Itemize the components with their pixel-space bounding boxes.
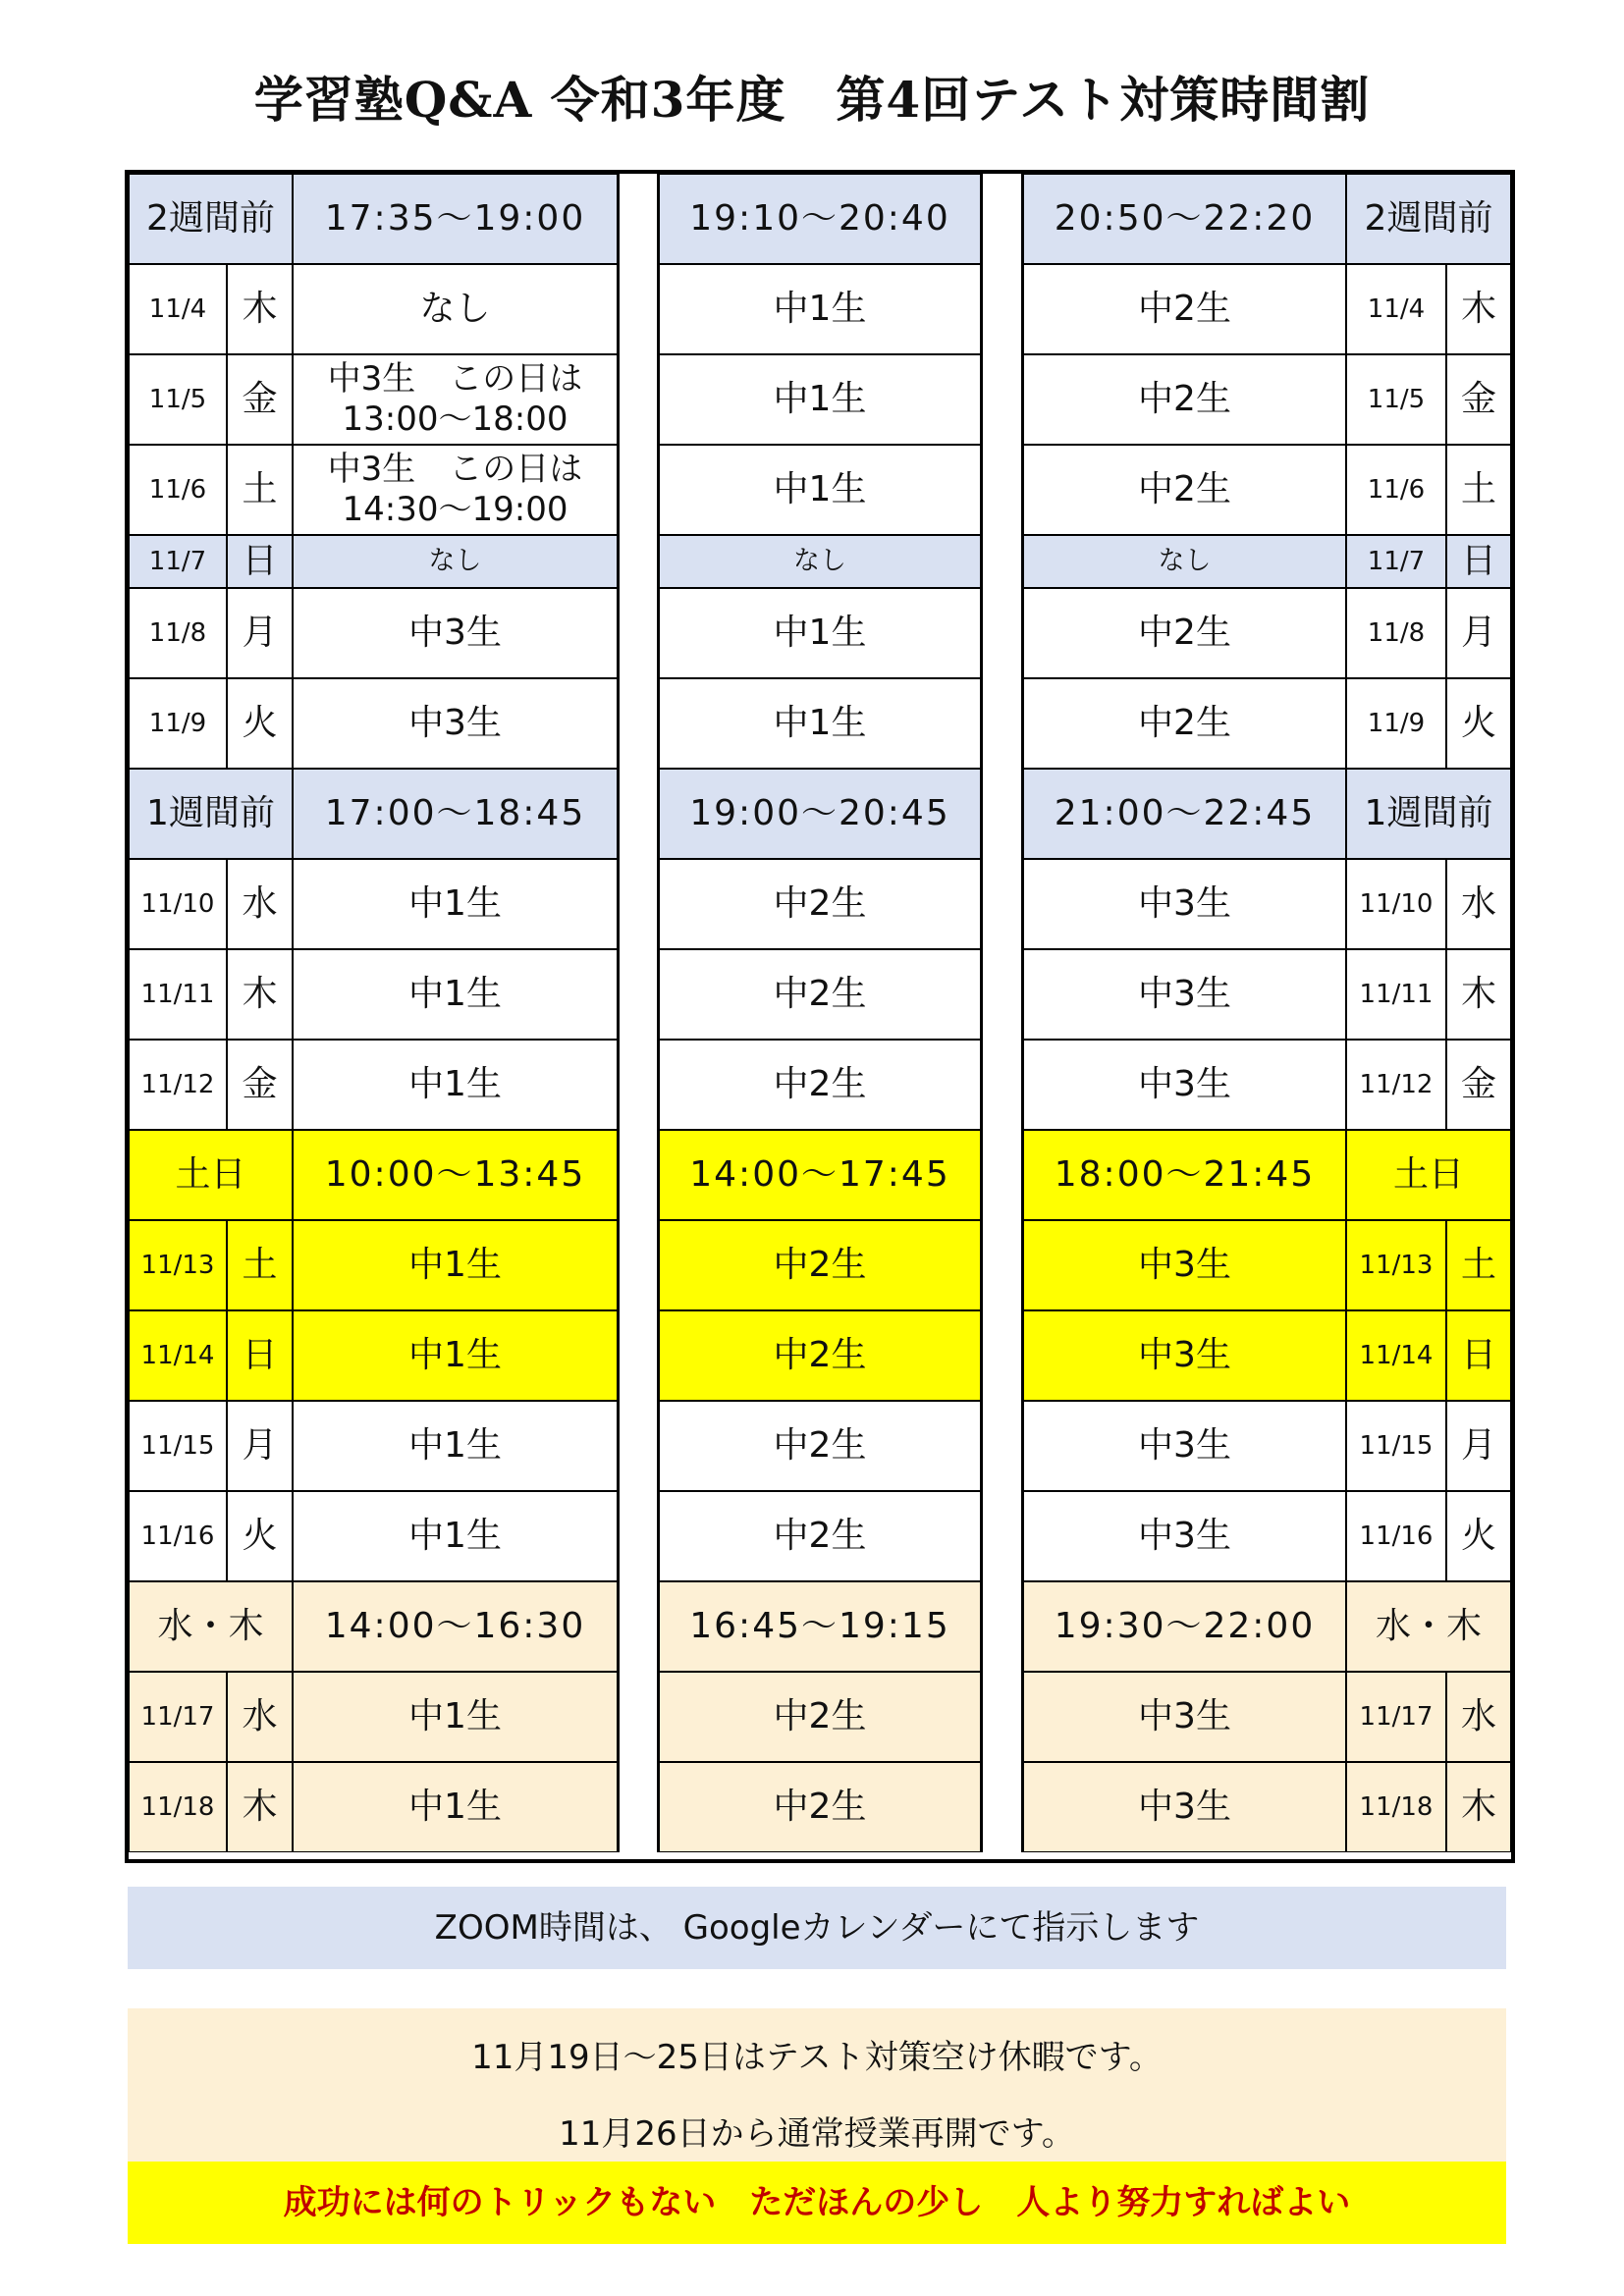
slot-2-cell: 中1生 (659, 678, 981, 769)
slot-1-cell: 中3生 (293, 588, 618, 678)
row-day: 月 (227, 1401, 293, 1491)
slot-3-cell: 中3生 (1023, 1401, 1346, 1491)
row-date-right: 11/6 (1346, 445, 1446, 535)
row-date: 11/13 (129, 1220, 227, 1310)
row-date-right: 11/12 (1346, 1040, 1446, 1130)
slot-2-cell: 中1生 (659, 264, 981, 354)
section-label: 2週間前 (129, 174, 293, 264)
section-label-right: 2週間前 (1346, 174, 1511, 264)
slot-3-cell: 中2生 (1023, 445, 1346, 535)
slot-3-cell: 中3生 (1023, 1491, 1346, 1581)
time-slot-1: 14:00～16:30 (293, 1581, 618, 1672)
row-day-right: 金 (1446, 354, 1511, 445)
slot-3-cell: 中3生 (1023, 1310, 1346, 1401)
row-date: 11/11 (129, 949, 227, 1040)
row-date-right: 11/5 (1346, 354, 1446, 445)
row-day-right: 日 (1446, 535, 1511, 588)
row-day-right: 水 (1446, 1672, 1511, 1762)
row-day-right: 火 (1446, 678, 1511, 769)
time-slot-3: 21:00～22:45 (1023, 769, 1346, 859)
slot-1-cell: なし (293, 535, 618, 588)
slot-1-cell: 中1生 (293, 1310, 618, 1401)
slot-2-cell: 中2生 (659, 1401, 981, 1491)
slot-3-cell: 中3生 (1023, 1672, 1346, 1762)
time-slot-2: 19:00～20:45 (659, 769, 981, 859)
slot-1-cell: 中1生 (293, 1040, 618, 1130)
slot-1-cell: 中1生 (293, 1672, 618, 1762)
slot-2-cell: 中1生 (659, 354, 981, 445)
row-date-right: 11/8 (1346, 588, 1446, 678)
slot-3-cell: 中3生 (1023, 859, 1346, 949)
row-date-right: 11/9 (1346, 678, 1446, 769)
zoom-note (128, 1887, 1506, 1969)
row-day-right: 木 (1446, 949, 1511, 1040)
slot-3-cell: なし (1023, 535, 1346, 588)
slot-1-cell: 中1生 (293, 1220, 618, 1310)
row-date-right: 11/7 (1346, 535, 1446, 588)
row-day-right: 月 (1446, 588, 1511, 678)
time-slot-2: 14:00～17:45 (659, 1130, 981, 1220)
slot-2-cell: 中2生 (659, 1220, 981, 1310)
row-date: 11/7 (129, 535, 227, 588)
row-day: 木 (227, 1762, 293, 1852)
row-day: 日 (227, 535, 293, 588)
slot-1-line-2: 14:30～19:00 (342, 490, 568, 529)
section-label-right: 土日 (1346, 1130, 1511, 1220)
time-slot-1: 10:00～13:45 (293, 1130, 618, 1220)
slot-3-cell: 中3生 (1023, 949, 1346, 1040)
row-date: 11/18 (129, 1762, 227, 1852)
notice-line-2: 11月26日から通常授業再開です。 (559, 2114, 1075, 2154)
slot-2-cell: 中2生 (659, 1491, 981, 1581)
row-day-right: 月 (1446, 1401, 1511, 1491)
row-day: 金 (227, 354, 293, 445)
section-label: 土日 (129, 1130, 293, 1220)
slot-2-cell: 中2生 (659, 1672, 981, 1762)
row-date: 11/16 (129, 1491, 227, 1581)
time-slot-3: 19:30～22:00 (1023, 1581, 1346, 1672)
row-date: 11/14 (129, 1310, 227, 1401)
slot-3-cell: 中2生 (1023, 678, 1346, 769)
slot-1-cell: 中1生 (293, 1491, 618, 1581)
slot-1-cell: 中1生 (293, 1401, 618, 1491)
time-slot-1: 17:35～19:00 (293, 174, 618, 264)
row-date: 11/10 (129, 859, 227, 949)
row-date: 11/4 (129, 264, 227, 354)
row-day-right: 木 (1446, 264, 1511, 354)
slot-2-cell: 中2生 (659, 1762, 981, 1852)
slot-2-cell: 中2生 (659, 1040, 981, 1130)
slot-3-cell: 中2生 (1023, 354, 1346, 445)
section-label-right: 水・木 (1346, 1581, 1511, 1672)
row-day: 土 (227, 1220, 293, 1310)
gap-column-1 (618, 174, 659, 1852)
motto-box (128, 2162, 1506, 2244)
motto-text: 成功には何のトリックもない ただほんの少し 人より努力すればよい (283, 2183, 1351, 2222)
row-date-right: 11/11 (1346, 949, 1446, 1040)
row-day: 火 (227, 678, 293, 769)
row-date-right: 11/10 (1346, 859, 1446, 949)
time-slot-3: 20:50～22:20 (1023, 174, 1346, 264)
slot-3-cell: 中2生 (1023, 264, 1346, 354)
time-slot-2: 19:10～20:40 (659, 174, 981, 264)
row-day-right: 木 (1446, 1762, 1511, 1852)
time-slot-2: 16:45～19:15 (659, 1581, 981, 1672)
row-date: 11/5 (129, 354, 227, 445)
slot-1-line-2: 13:00～18:00 (342, 400, 568, 439)
row-date-right: 11/16 (1346, 1491, 1446, 1581)
row-day-right: 火 (1446, 1491, 1511, 1581)
slot-3-cell: 中3生 (1023, 1220, 1346, 1310)
row-date-right: 11/18 (1346, 1762, 1446, 1852)
row-date-right: 11/4 (1346, 264, 1446, 354)
notice-box (128, 2008, 1506, 2162)
slot-1-cell: 中3生 (293, 678, 618, 769)
section-label-right: 1週間前 (1346, 769, 1511, 859)
row-day-right: 水 (1446, 859, 1511, 949)
row-day-right: 日 (1446, 1310, 1511, 1401)
timetable (125, 170, 1515, 1863)
slot-1-cell: なし (293, 264, 618, 354)
page-title: 学習塾Q&A 令和3年度 第4回テスト対策時間割 (253, 71, 1371, 129)
row-day: 木 (227, 264, 293, 354)
row-day: 火 (227, 1491, 293, 1581)
section-label: 1週間前 (129, 769, 293, 859)
row-date-right: 11/17 (1346, 1672, 1446, 1762)
row-day-right: 土 (1446, 1220, 1511, 1310)
slot-1-cell (293, 354, 618, 445)
section-label: 水・木 (129, 1581, 293, 1672)
slot-1-cell: 中1生 (293, 859, 618, 949)
slot-2-cell: 中1生 (659, 588, 981, 678)
notice-line-1: 11月19日～25日はテスト対策空け休暇です。 (471, 2038, 1163, 2077)
slot-2-cell: 中2生 (659, 1310, 981, 1401)
row-day-right: 金 (1446, 1040, 1511, 1130)
row-date: 11/9 (129, 678, 227, 769)
gap-column-2 (981, 174, 1023, 1852)
slot-3-cell: 中2生 (1023, 588, 1346, 678)
row-date: 11/15 (129, 1401, 227, 1491)
slot-3-cell: 中3生 (1023, 1040, 1346, 1130)
row-day: 月 (227, 588, 293, 678)
row-day: 水 (227, 859, 293, 949)
row-date-right: 11/14 (1346, 1310, 1446, 1401)
slot-1-line-1: 中3生 この日は (327, 450, 583, 490)
slot-1-cell: 中1生 (293, 1762, 618, 1852)
time-slot-3: 18:00～21:45 (1023, 1130, 1346, 1220)
slot-3-cell: 中3生 (1023, 1762, 1346, 1852)
slot-1-line-1: 中3生 この日は (327, 359, 583, 400)
slot-2-cell: なし (659, 535, 981, 588)
zoom-note-text: ZOOM時間は、 Googleカレンダーにて指示します (434, 1908, 1200, 1948)
row-day: 土 (227, 445, 293, 535)
row-date: 11/6 (129, 445, 227, 535)
slot-2-cell: 中2生 (659, 949, 981, 1040)
row-date-right: 11/13 (1346, 1220, 1446, 1310)
slot-1-cell: 中1生 (293, 949, 618, 1040)
time-slot-1: 17:00～18:45 (293, 769, 618, 859)
row-date: 11/17 (129, 1672, 227, 1762)
slot-2-cell: 中1生 (659, 445, 981, 535)
slot-2-cell: 中2生 (659, 859, 981, 949)
row-day: 日 (227, 1310, 293, 1401)
row-day: 水 (227, 1672, 293, 1762)
row-day: 木 (227, 949, 293, 1040)
row-day: 金 (227, 1040, 293, 1130)
row-date: 11/8 (129, 588, 227, 678)
row-day-right: 土 (1446, 445, 1511, 535)
row-date: 11/12 (129, 1040, 227, 1130)
slot-1-cell (293, 445, 618, 535)
row-date-right: 11/15 (1346, 1401, 1446, 1491)
